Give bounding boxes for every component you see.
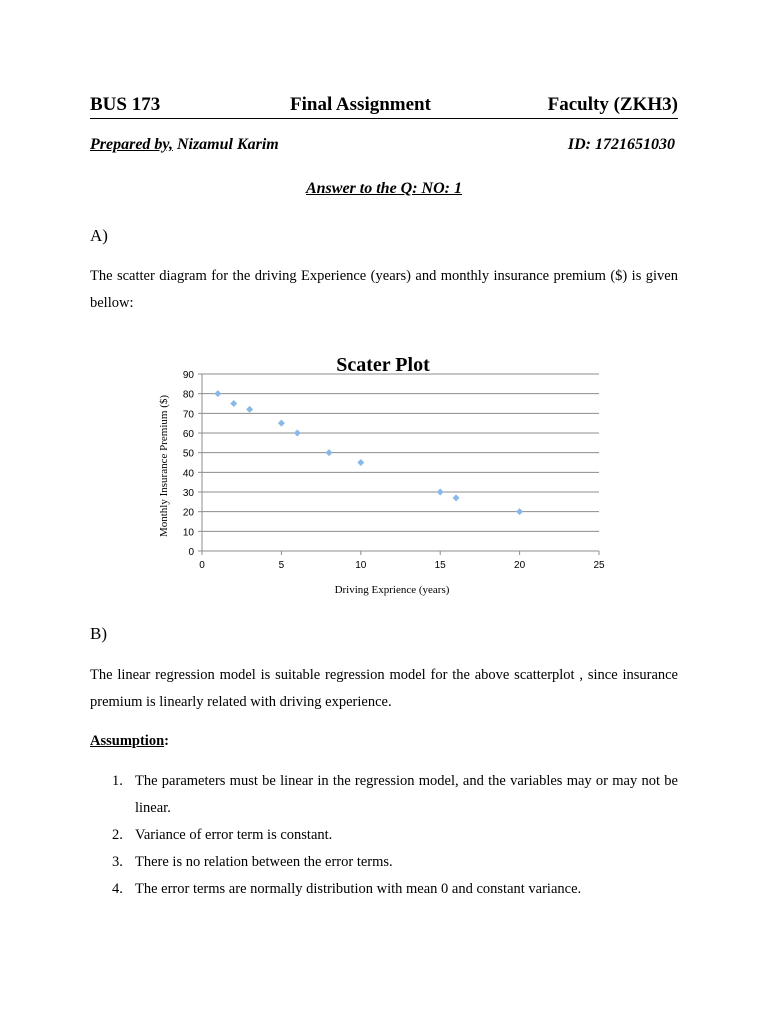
y-tick-label: 40	[182, 468, 194, 480]
y-tick-label: 30	[182, 488, 194, 499]
data-point	[294, 430, 301, 437]
scatter-chart	[150, 348, 620, 608]
question-title: Answer to the Q: NO: 1	[305, 180, 462, 197]
x-tick-label: 0	[199, 560, 205, 571]
x-tick-label: 20	[514, 560, 526, 571]
y-tick-label: 10	[182, 527, 194, 539]
author-line	[90, 136, 678, 158]
x-tick-label: 10	[355, 560, 367, 571]
data-point	[453, 494, 460, 501]
data-point	[278, 420, 285, 427]
list-item	[112, 822, 678, 849]
x-axis-label: Driving Exprience (years)	[334, 584, 450, 596]
y-tick-label: 90	[182, 370, 194, 381]
list-item-number: 4.	[112, 881, 123, 897]
y-tick-label: 70	[182, 409, 194, 421]
x-tick-label: 5	[278, 560, 285, 571]
data-point	[326, 449, 333, 456]
assignment-title: Final Assignment	[290, 94, 431, 115]
y-tick-label: 80	[182, 389, 194, 401]
list-item-number: 1.	[112, 773, 123, 789]
list-item-number: 2.	[112, 827, 123, 843]
assumption-label: Assumption	[90, 733, 165, 749]
student-id: ID: 1721651030	[567, 136, 675, 153]
y-tick-labels	[183, 370, 195, 558]
x-tick-label: 15	[434, 560, 446, 571]
list-item-text: There is no relation between the error terms.	[135, 854, 393, 870]
scatter-chart-svg	[150, 348, 620, 608]
y-tick-label: 50	[182, 448, 194, 460]
list-item-text: Variance of error term is constant.	[135, 827, 333, 843]
data-point	[516, 508, 523, 515]
document-header	[90, 92, 678, 119]
course-code: BUS 173	[90, 94, 161, 115]
assumption-list	[112, 768, 678, 903]
list-item	[112, 768, 678, 822]
faculty-code: Faculty (ZKH3)	[547, 94, 678, 115]
x-tick-label: 25	[593, 560, 605, 571]
data-point	[357, 459, 364, 466]
chart-title: Scater Plot	[336, 354, 430, 376]
x-tick-labels	[199, 560, 605, 571]
list-item	[112, 849, 678, 876]
chart-axes	[198, 374, 599, 555]
y-tick-label: 0	[188, 547, 194, 558]
y-tick-label: 60	[182, 429, 194, 440]
list-item	[112, 876, 678, 903]
y-tick-label: 20	[182, 507, 194, 519]
data-point	[246, 406, 253, 413]
list-item-text: The parameters must be linear in the regression model, and the variables may or may not be linear.	[135, 773, 678, 816]
assumption-heading	[90, 733, 169, 750]
data-point	[214, 390, 221, 397]
section-b-label: B)	[90, 624, 107, 643]
section-a-text: The scatter diagram for the driving Experience (years) and monthly insurance premium ($) is given bellow:	[90, 268, 678, 311]
chart-gridlines	[202, 374, 599, 531]
data-point	[230, 400, 237, 407]
list-item-number: 3.	[112, 854, 123, 870]
section-b-text: The linear regression model is suitable regression model for the above scatterplot , since insurance premium is linearly related with driving experience.	[90, 667, 678, 710]
y-axis-label: Monthly Insurance Premium ($)	[158, 394, 170, 538]
assumption-colon: :	[164, 733, 169, 749]
author-name: Nizamul Karim	[172, 136, 279, 153]
data-point	[437, 489, 444, 496]
section-a-label: A)	[90, 226, 108, 245]
prepared-by-label: Prepared by,	[90, 136, 173, 153]
list-item-text: The error terms are normally distribution with mean 0 and constant variance.	[135, 881, 582, 897]
